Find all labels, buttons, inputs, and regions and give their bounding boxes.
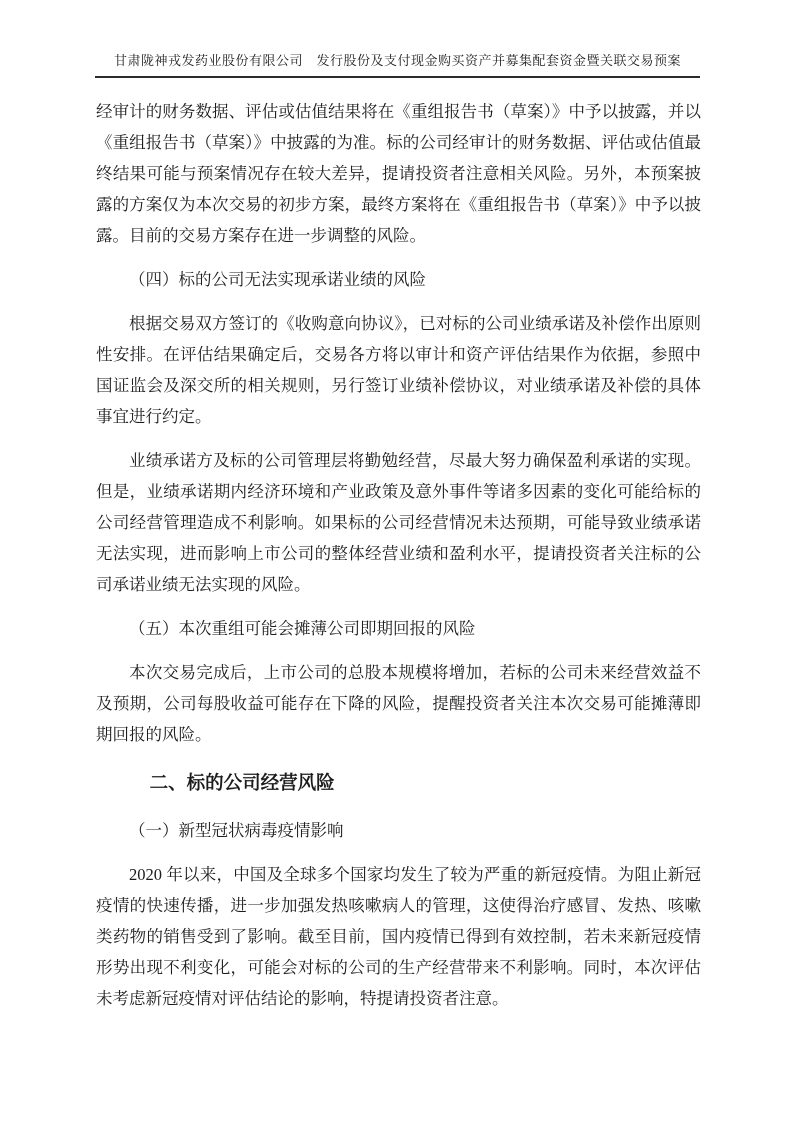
section-heading-2: 二、标的公司经营风险 [149,772,335,793]
document-body [96,96,701,1014]
running-header-title: 甘肃陇神戎发药业股份有限公司 发行股份及支付现金购买资产并募集配套资金暨关联交易预案 [113,53,681,68]
subsection-heading-risk-4: （四）标的公司无法实现承诺业绩的风险 [129,270,426,289]
subsection-heading-risk-5: （五）本次重组可能会摊薄公司即期回报的风险 [129,619,476,638]
subsection-heading-2-1: （一）新型冠状病毒疫情影响 [129,821,344,840]
page-header [95,0,700,78]
header-divider [95,76,700,78]
paragraph-2-1-1: 2020 年以来，中国及全球多个国家均发生了较为严重的新冠疫情。为阻止新冠疫情的快速传播，进一步加强发热咳嗽病人的管理，这使得治疗感冒、发热、咳嗽类药物的销售受到了影响。截至目前，国内疫情已得到有效控制，若未来新冠疫情形势出现不利变化，可能会对标的公司的生产经营带来不利影响。同时，本次评估未考虑新冠疫情对评估结论的影响，特提请投资者注意。 [96,865,701,1008]
paragraph-risk-4-2: 业绩承诺方及标的公司管理层将勤勉经营，尽最大努力确保盈利承诺的实现。但是，业绩承诺期内经济环境和产业政策及意外事件等诸多因素的变化可能给标的公司经营管理造成不利影响。如果标的公司经营情况未达预期，可能导致业绩承诺无法实现，进而影响上市公司的整体经营业绩和盈利水平，提请投资者关注标的公司承诺业绩无法实现的风险。 [96,451,701,594]
paragraph-continuation: 经审计的财务数据、评估或估值结果将在《重组报告书（草案）》中予以披露，并以《重组报告书（草案）》中披露的为准。标的公司经审计的财务数据、评估或估值最终结果可能与预案情况存在较大差异，提请投资者注意相关风险。另外，本预案披露的方案仅为本次交易的初步方案，最终方案将在《重组报告书（草案）》中予以披露。目前的交易方案存在进一步调整的风险。 [96,102,701,245]
paragraph-risk-5-1: 本次交易完成后，上市公司的总股本规模将增加，若标的公司未来经营效益不及预期，公司每股收益可能存在下降的风险，提醒投资者关注本次交易可能摊薄即期回报的风险。 [96,663,701,744]
paragraph-risk-4-1: 根据交易双方签订的《收购意向协议》，已对标的公司业绩承诺及补偿作出原则性安排。在评估结果确定后，交易各方将以审计和资产评估结果作为依据，参照中国证监会及深交所的相关规则，另行签订业绩补偿协议，对业绩承诺及补偿的具体事宜进行约定。 [96,314,701,426]
